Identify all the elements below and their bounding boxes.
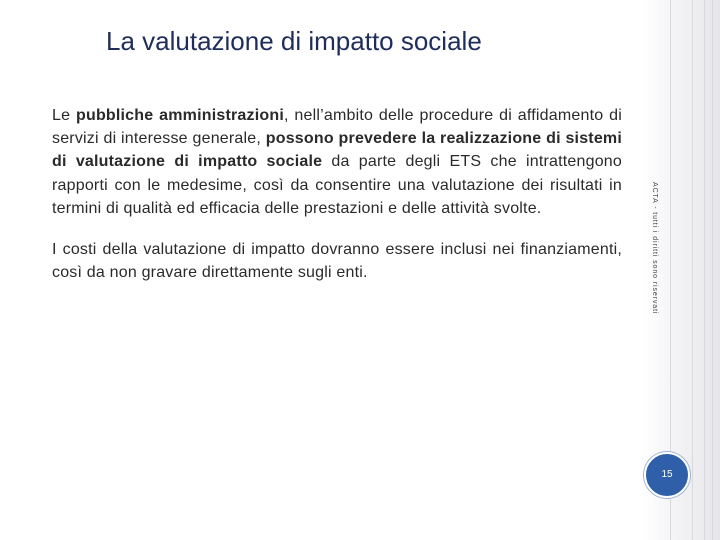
slide-body — [52, 104, 622, 284]
text-span: , nell’ambito delle procedure di affidamento di servizi di interesse generale, — [52, 107, 622, 148]
bold-text: pubbliche amministrazioni — [76, 107, 284, 124]
rail-divider — [712, 0, 713, 540]
text-span: da parte degli ETS che intrattengono rapporti con le medesime, così da consentire una valutazione dei risultati in termini di qualità ed efficacia delle prestazioni e delle attività svolte. — [52, 153, 622, 217]
rail-divider — [704, 0, 705, 540]
rail-divider — [692, 0, 693, 540]
text-span: Le — [52, 107, 76, 124]
paragraph-2: I costi della valutazione di impatto dovranno essere inclusi nei finanziamenti, così da non gravare direttamente sugli enti. — [52, 241, 622, 282]
slide-title: La valutazione di impatto sociale — [106, 26, 482, 56]
paragraph-1 — [52, 104, 622, 220]
copyright-caption: ACTA - tutti i diritti sono riservati — [651, 182, 658, 315]
bold-text: possono prevedere la realizzazione di sistemi di valutazione di impatto sociale — [52, 130, 622, 171]
page-number-badge: 15 — [644, 452, 690, 498]
